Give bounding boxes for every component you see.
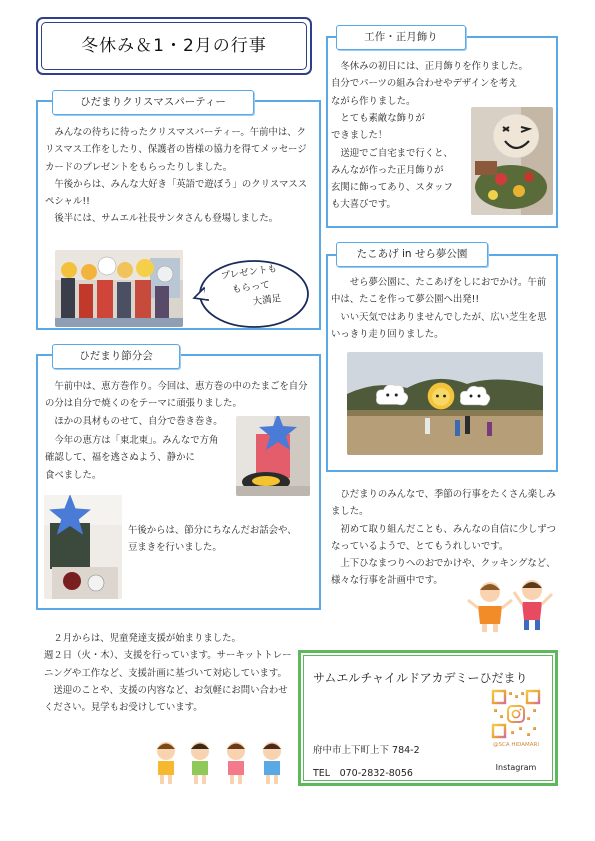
bubble-line: 大満足 — [252, 292, 282, 308]
setsubun-paragraph: 午前中は、恵方巻作り。今回は、恵方巻の中のたまごを自分の分は自分で焼くのをテーマに頑張りました。 — [45, 381, 308, 410]
crafts-line: 自分でパーツの組み合わせやデザインを考え — [331, 78, 518, 90]
setsubun-paragraph: ほかの具材ものせて、自分で巻き巻き。 — [45, 415, 223, 427]
crafts-line: 玄関に飾ってあり、スタッフ — [331, 182, 453, 194]
children-illustration — [152, 740, 288, 786]
christmas-group-photo — [55, 250, 183, 327]
egg-cooking-photo — [236, 416, 310, 496]
setsubun-title: ひだまり節分会 — [52, 344, 180, 369]
setsubun-lower-text — [128, 522, 313, 557]
crafts-line: できました！ — [331, 130, 388, 142]
setsubun-line: 確認して、福を逃さぬよう、静かに — [45, 452, 195, 464]
crafts-line: も大喜びです。 — [331, 199, 396, 211]
crafts-line: とても素敵な飾りが — [331, 113, 425, 124]
crafts-text — [331, 58, 555, 110]
christmas-title: ひだまりクリスマスパーティー — [52, 90, 254, 115]
setsubun-line: 今年の恵方は「東北東」。みんなで方角 — [45, 435, 219, 446]
speech-bubble — [192, 258, 310, 332]
closing-paragraph: 上下ひなまつりへのおでかけや、クッキングなど、様々な行事を計画中です。 — [331, 558, 556, 587]
christmas-paragraph: 後半には、サムエル社長サンタさんも登場しました。 — [45, 213, 279, 225]
contact-address: 府中市上下町上下 784-2 — [313, 745, 420, 756]
kite-park-photo — [347, 352, 543, 455]
contact-box — [298, 650, 558, 786]
contact-tel: TEL 070-2832-8056 — [313, 768, 413, 779]
bubble-line: プレゼントも — [220, 263, 278, 283]
eating-photo — [44, 495, 122, 599]
bubble-line: もらって — [231, 279, 271, 296]
page-title: 冬休み＆1・2月の行事 — [81, 36, 267, 56]
takoage-paragraph: いい天気ではありませんでしたが、広い芝生を思いっきり走り回りました。 — [331, 311, 547, 340]
cloud-face-icon — [375, 382, 409, 408]
contact-name: サムエルチャイルドアカデミーひだまり — [313, 671, 528, 685]
christmas-paragraph: みんなの待ちに待ったクリスマスパーティー。午前中は、クリスマス工作をしたり、保護者の皆様の協力を得てメッセージカードのプレゼントをもらったりしました。 — [45, 127, 307, 173]
flower-face-icon — [423, 380, 459, 412]
notice-paragraph: 送迎のことや、支援の内容など、お気軽にお問い合わせください。見学もお受けしています。 — [44, 684, 288, 714]
closing-text — [331, 486, 557, 590]
page-title-box — [36, 17, 312, 75]
notice-paragraph: 週２日（火・木）、支援を行っています。サーキットトレーニングや工作など、支援計画に基づいて対応しています。 — [44, 650, 292, 679]
takoage-title: たこあげ in せら夢公園 — [336, 242, 488, 267]
crafts-line: ながら作りました。 — [331, 95, 416, 107]
setsubun-line: 食べました。 — [45, 469, 102, 481]
takoage-text — [331, 274, 555, 343]
qr-caption: @SCA HIDAMARI — [493, 742, 539, 748]
crafts-line: みんなが作った正月飾りが — [331, 164, 444, 176]
notice-paragraph: ２月からは、児童発達支援が始まりました。 — [44, 633, 241, 644]
closing-paragraph: ひだまりのみんなで、季節の行事をたくさん楽しみました。 — [331, 489, 556, 518]
closing-paragraph: 初めて取り組んだことも、みんなの自信に少しずつなっているようで、とてもうれしいです。 — [331, 523, 557, 552]
christmas-paragraph: 午後からは、みんな大好き「英語で遊ぼう」のクリスマススペシャル!! — [45, 178, 308, 208]
new-year-decoration-photo — [471, 107, 553, 215]
star-mosaic-icon — [258, 416, 298, 452]
takoage-paragraph: せら夢公園に、たこあげをしにおでかけ。午前中は、たこを作って夢公園へ出発!! — [331, 277, 547, 306]
christmas-text — [45, 124, 315, 228]
instagram-label: Instagram — [495, 763, 537, 772]
notice-text — [44, 630, 292, 716]
crafts-narrow-text — [331, 110, 471, 214]
smiley-face-icon — [491, 111, 541, 161]
qr-code-icon — [491, 689, 541, 739]
crafts-line: 冬休みの初日には、正月飾りを作りました。 — [331, 61, 528, 72]
crafts-line: 送迎でご自宅まで行くと、 — [331, 147, 453, 159]
star-mosaic-icon — [48, 495, 92, 537]
setsubun-line: 豆まきを行いました。 — [128, 542, 222, 554]
crafts-title: 工作・正月飾り — [336, 25, 466, 50]
setsubun-line: 午後からは、節分にちなんだお話会や、 — [128, 525, 297, 536]
cloud-face-icon — [459, 384, 491, 408]
setsubun-side-text — [45, 432, 245, 484]
children-illustration — [460, 578, 560, 634]
